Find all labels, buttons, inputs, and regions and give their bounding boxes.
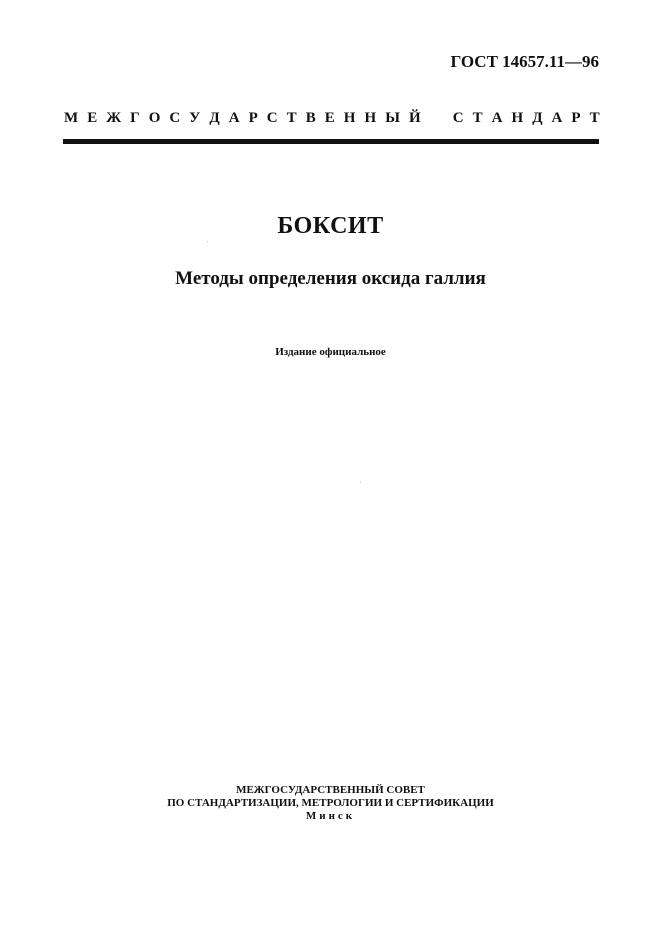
publisher-block — [0, 784, 661, 823]
standard-type-letter: Н — [511, 110, 524, 126]
publisher-city: Минск — [305, 810, 356, 822]
standard-type-letter — [430, 110, 444, 127]
standard-type-letter: У — [189, 110, 201, 126]
document-number: ГОСТ 14657.11—96 — [450, 52, 599, 71]
standard-type-letter: В — [305, 110, 316, 126]
standard-type-letter: М — [64, 110, 79, 126]
scan-speck — [360, 482, 361, 483]
standard-type-letter: А — [551, 110, 563, 126]
standard-type-letter: А — [228, 110, 240, 126]
scan-speck — [207, 241, 208, 242]
standard-type-letter: Т — [286, 110, 297, 126]
standard-type-heading — [64, 110, 600, 127]
publisher-line-1: МЕЖГОСУДАРСТВЕННЫЙ СОВЕТ — [236, 784, 425, 796]
standard-type-letter: Ы — [385, 110, 400, 126]
edition-note: Издание официальное — [275, 346, 386, 358]
document-subtitle: Методы определения оксида галлия — [175, 268, 486, 289]
publisher-line-2: ПО СТАНДАРТИЗАЦИИ, МЕТРОЛОГИИ И СЕРТИФИКАЦИИ — [167, 797, 494, 809]
standard-type-letter: О — [148, 110, 161, 126]
standard-type-letter: Р — [571, 110, 581, 126]
standard-type-letter: Г — [130, 110, 140, 126]
header-rule — [63, 139, 599, 144]
standard-type-letter: Е — [324, 110, 335, 126]
standard-type-letter: Й — [408, 110, 421, 126]
standard-type-letter: Т — [589, 110, 600, 126]
standard-type-letter: Т — [472, 110, 483, 126]
standard-type-letter: Д — [532, 110, 543, 126]
standard-type-letter: С — [266, 110, 278, 126]
standard-type-letter: Р — [248, 110, 258, 126]
standard-type-letter: Н — [364, 110, 377, 126]
standard-type-letter: Д — [209, 110, 220, 126]
standard-type-letter: С — [452, 110, 464, 126]
standard-type-letter: А — [491, 110, 503, 126]
standard-type-letter: С — [169, 110, 181, 126]
standard-type-letter: Е — [87, 110, 98, 126]
standard-type-letter: Н — [343, 110, 356, 126]
document-title: БОКСИТ — [277, 213, 384, 239]
standard-type-letter: Ж — [106, 110, 122, 126]
